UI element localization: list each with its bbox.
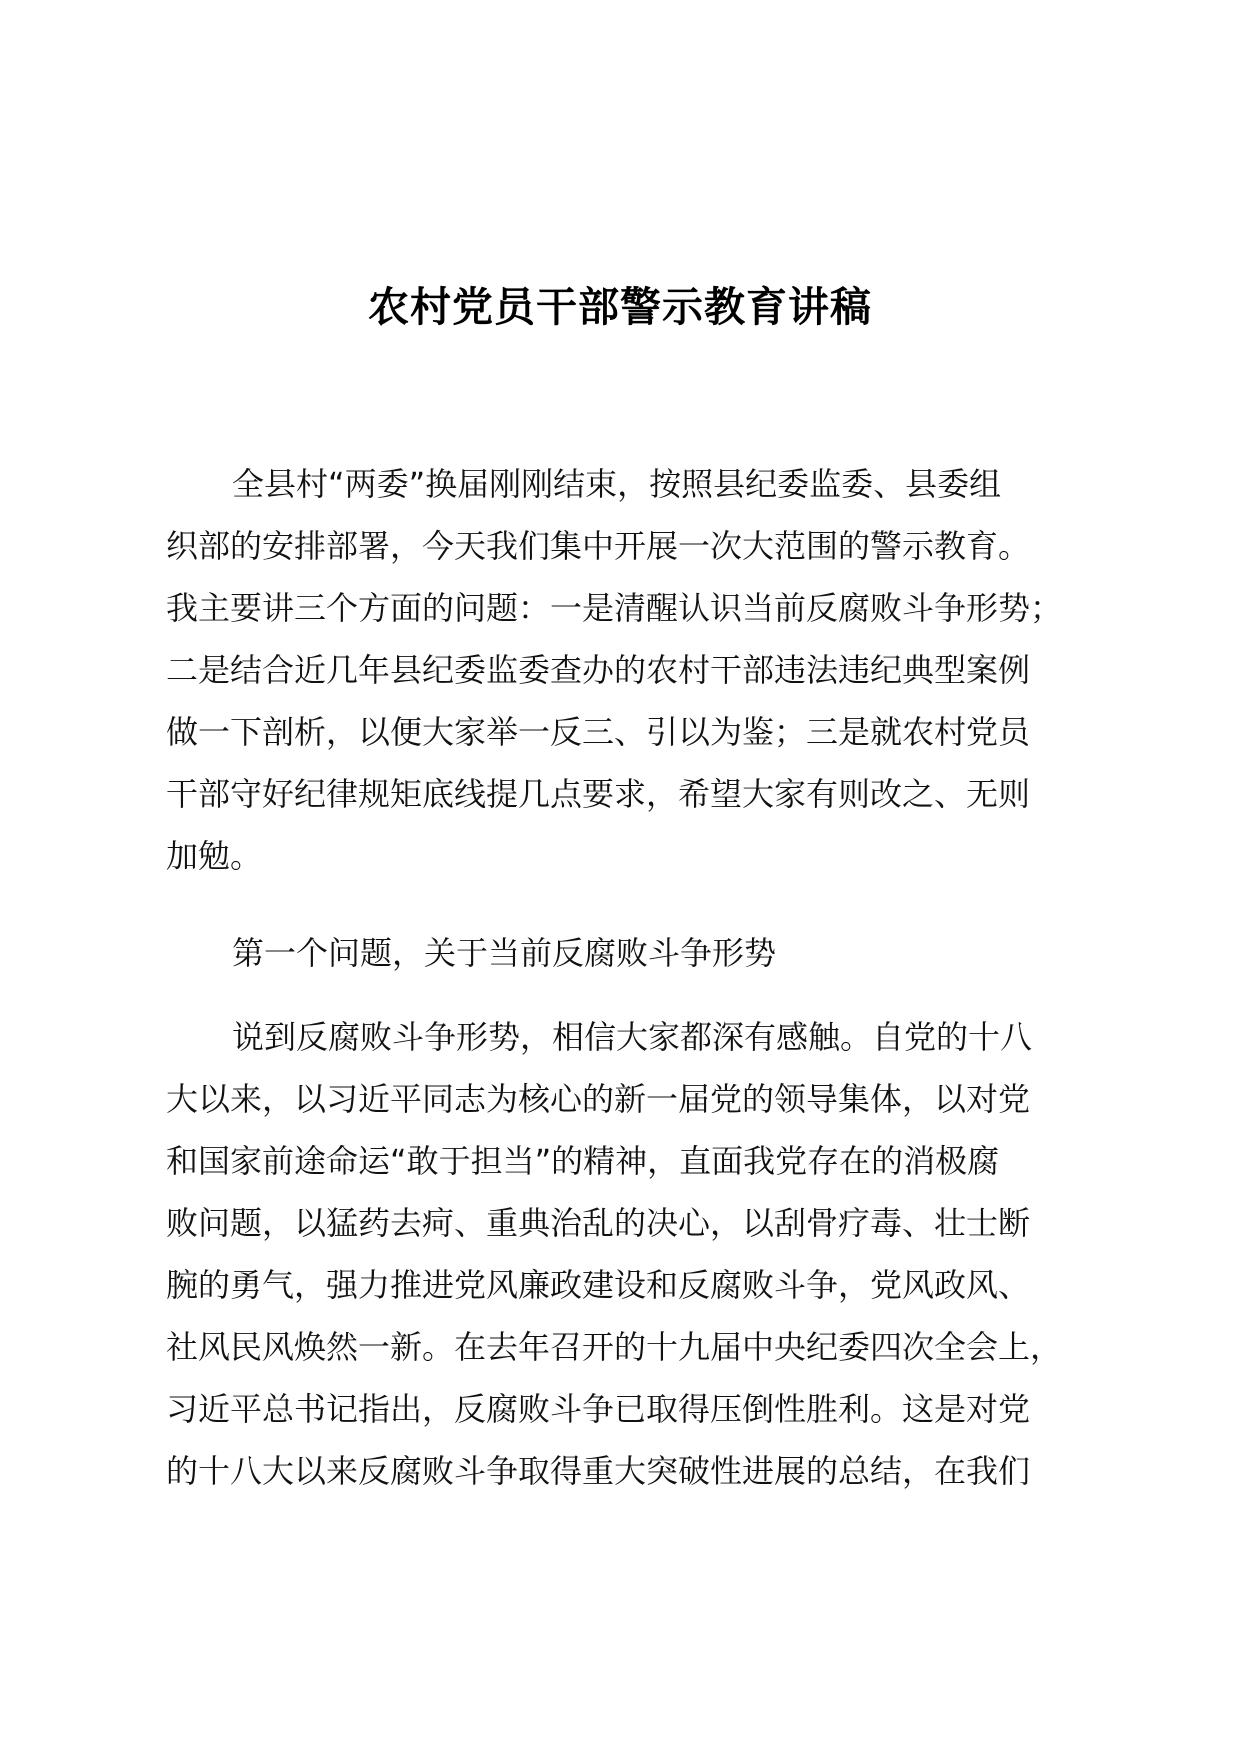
- text-line: 说到反腐败斗争形势，相信大家都深有感触。自党的十八: [232, 1018, 1033, 1056]
- text-line: 我主要讲三个方面的问题：一是清醒认识当前反腐败斗争形势；: [166, 589, 1063, 627]
- text-line: 做一下剖析，以便大家举一反三、引以为鉴；三是就农村党员: [166, 713, 1031, 751]
- text-line: 全县村“两委”换届刚刚结束，按照县纪委监委、县委组: [232, 465, 1002, 503]
- section-heading: [166, 922, 1126, 984]
- paragraph-intro: [166, 453, 1126, 887]
- text-line: 社风民风焕然一新。在去年召开的十九届中央纪委四次全会上，: [166, 1328, 1063, 1366]
- text-line: 习近平总书记指出，反腐败斗争已取得压倒性胜利。这是对党: [166, 1390, 1031, 1428]
- text-line: 加勉。: [166, 837, 263, 875]
- text-line: 的十八大以来反腐败斗争取得重大突破性进展的总结，在我们: [166, 1452, 1031, 1490]
- section-heading-text: 第一个问题，关于当前反腐败斗争形势: [232, 934, 777, 972]
- text-line: 败问题，以猛药去疴、重典治乱的决心，以刮骨疗毒、壮士断: [166, 1204, 1031, 1242]
- text-line: 腕的勇气，强力推进党风廉政建设和反腐败斗争，党风政风、: [166, 1266, 1031, 1304]
- document-title: 农村党员干部警示教育讲稿: [368, 283, 872, 332]
- text-line: 干部守好纪律规矩底线提几点要求，希望大家有则改之、无则: [166, 775, 1031, 813]
- text-line: 大以来，以习近平同志为核心的新一届党的领导集体，以对党: [166, 1080, 1031, 1118]
- text-line: 和国家前途命运“敢于担当”的精神，直面我党存在的消极腐: [166, 1142, 1000, 1180]
- paragraph-situation: [166, 1006, 1126, 1502]
- text-line: 织部的安排部署，今天我们集中开展一次大范围的警示教育。: [166, 527, 1031, 565]
- text-line: 二是结合近几年县纪委监委查办的农村干部违法违纪典型案例: [166, 651, 1031, 689]
